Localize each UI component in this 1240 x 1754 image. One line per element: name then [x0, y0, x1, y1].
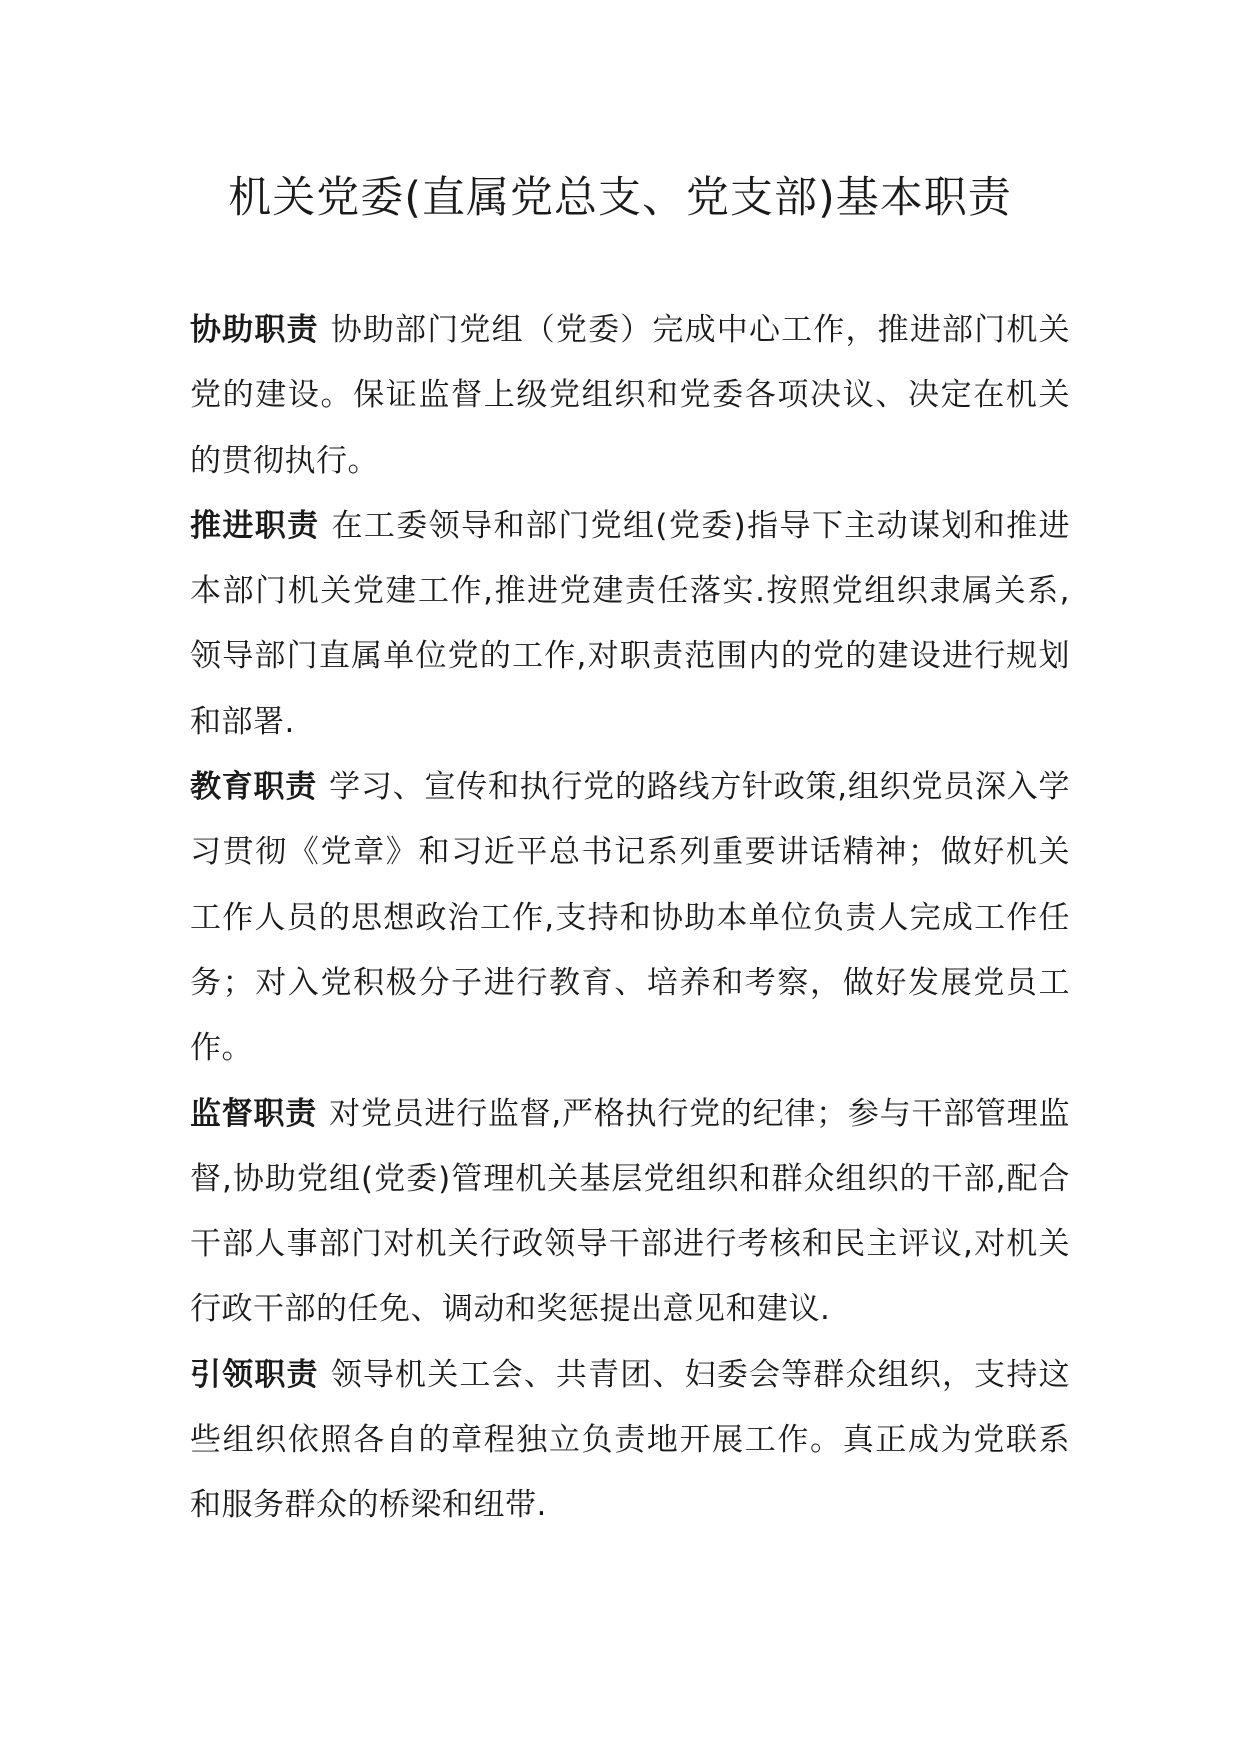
section-education [190, 755, 1070, 1081]
section-text: 对党员进行监督,严格执行党的纪律；参与干部管理监督,协助党组(党委)管理机关基层党组织和群众组织的干部,配合干部人事部门对机关行政领导干部进行考核和民主评议,对机关行政干部的任免、调动和奖惩提出意见和建议. [190, 1095, 1070, 1328]
section-heading: 教育职责 [190, 769, 318, 806]
document-body [190, 298, 1070, 1539]
section-text: 协助部门党组（党委）完成中心工作，推进部门机关党的建设。保证监督上级党组织和党委各项决议、决定在机关的贯彻执行。 [190, 312, 1071, 479]
section-advance [190, 494, 1070, 755]
document-title: 机关党委(直属党总支、党支部)基本职责 [228, 173, 1012, 223]
section-text: 在工委领导和部门党组(党委)指导下主动谋划和推进本部门机关党建工作,推进党建责任落实.按照党组织隶属关系,领导部门直属单位党的工作,对职责范围内的党的建设进行规划和部署. [190, 507, 1071, 740]
section-leading [190, 1343, 1070, 1539]
section-heading: 监督职责 [190, 1095, 318, 1132]
section-assist [190, 298, 1070, 494]
section-heading: 引领职责 [190, 1356, 319, 1393]
section-text: 学习、宣传和执行党的路线方针政策,组织党员深入学习贯彻《党章》和习近平总书记系列重要讲话精神；做好机关工作人员的思想政治工作,支持和协助本单位负责人完成工作任务；对入党积极分子进行教育、培养和考察，做好发展党员工作。 [190, 769, 1070, 1067]
section-text: 领导机关工会、共青团、妇委会等群众组织，支持这些组织依照各自的章程独立负责地开展工作。真正成为党联系和服务群众的桥梁和纽带. [190, 1356, 1071, 1524]
section-heading: 协助职责 [190, 312, 319, 348]
section-heading: 推进职责 [190, 507, 320, 544]
section-supervision [190, 1082, 1070, 1343]
